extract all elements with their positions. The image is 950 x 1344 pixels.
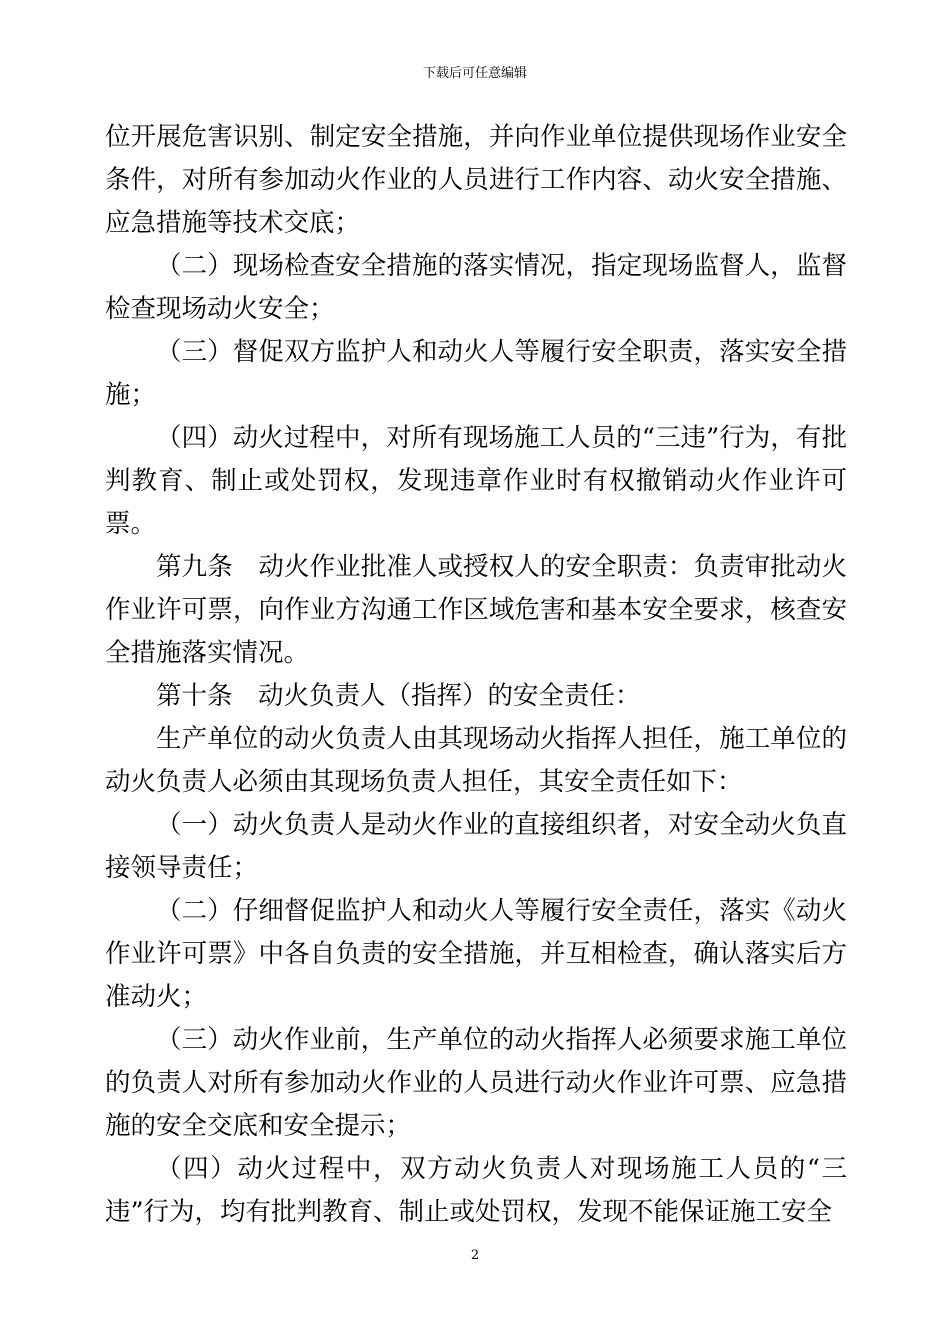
paragraph-article-10-item-2: （二）仔细督促监护人和动火人等履行安全责任，落实《动火作业许可票》中各自负责的安全措施，并互相检查，确认落实后方准动火； bbox=[105, 896, 847, 1012]
paragraph-article-10-item-4: （四）动火过程中，双方动火负责人对现场施工人员的“三违”行为，均有批判教育、制止或处罚权，发现不能保证施工安全 bbox=[105, 1154, 847, 1227]
document-body bbox=[105, 116, 847, 1234]
paragraph-article-10-item-1: （一）动火负责人是动火作业的直接组织者，对安全动火负直接领导责任； bbox=[105, 810, 847, 883]
page-header: 下载后可任意编辑 bbox=[422, 66, 527, 81]
paragraph-article-9: 第九条 动火作业批准人或授权人的安全职责：负责审批动火作业许可票，向作业方沟通工作区域危害和基本安全要求，核查安全措施落实情况。 bbox=[105, 552, 847, 668]
paragraph-article-10-heading: 第十条 动火负责人（指挥）的安全责任： bbox=[156, 681, 641, 711]
paragraph-item-4: （四）动火过程中，对所有现场施工人员的“三违”行为，有批判教育、制止或处罚权，发现违章作业时有权撤销动火作业许可票。 bbox=[105, 423, 847, 539]
paragraph-item-2: （二）现场检查安全措施的落实情况，指定现场监督人，监督检查现场动火安全； bbox=[105, 251, 847, 324]
paragraph-article-10-intro: 生产单位的动火负责人由其现场动火指挥人担任，施工单位的动火负责人必须由其现场负责人担任，其安全责任如下： bbox=[105, 724, 847, 797]
paragraph-article-10-item-3: （三）动火作业前，生产单位的动火指挥人必须要求施工单位的负责人对所有参加动火作业的人员进行动火作业许可票、应急措施的安全交底和安全提示； bbox=[105, 1025, 847, 1141]
paragraph-item-3: （三）督促双方监护人和动火人等履行安全职责，落实安全措施； bbox=[105, 337, 847, 410]
page-number: 2 bbox=[470, 1248, 480, 1263]
paragraph-continuation: 位开展危害识别、制定安全措施，并向作业单位提供现场作业安全条件，对所有参加动火作业的人员进行工作内容、动火安全措施、应急措施等技术交底； bbox=[105, 122, 847, 238]
